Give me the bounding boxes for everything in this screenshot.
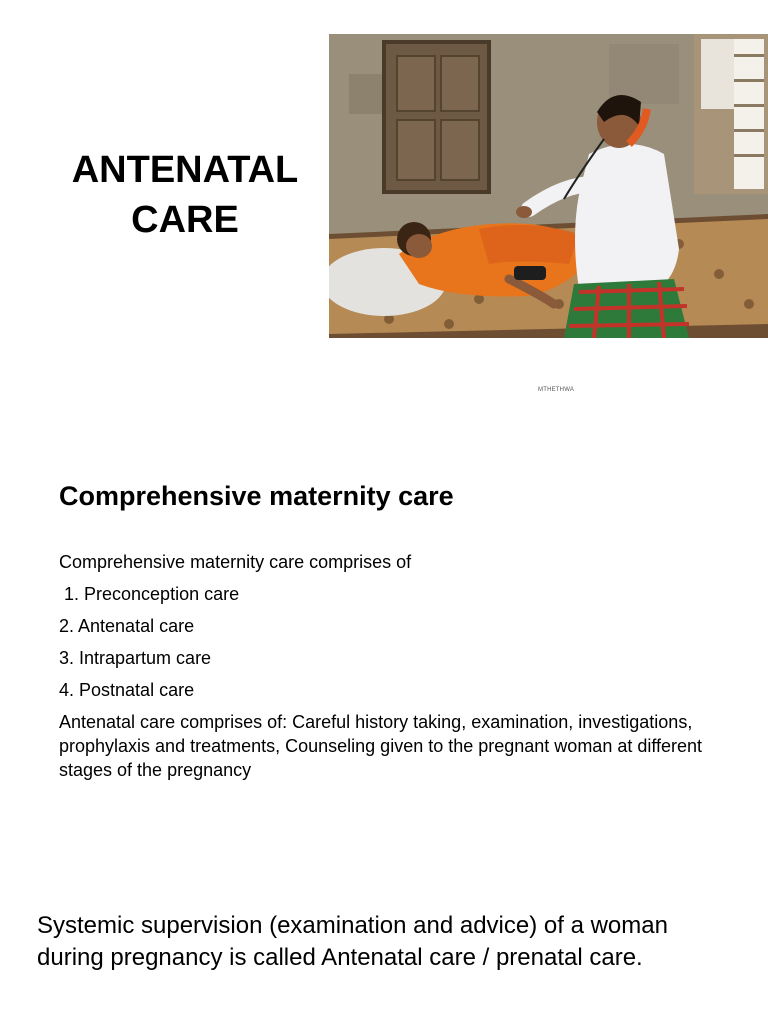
slide-title-line-2: CARE [131,199,239,241]
slide-footer: MTHETHWA [538,387,575,393]
list-item: 1. Preconception care [59,584,240,604]
list-item: 3. Intrapartum care [59,648,212,668]
clinic-photo [329,34,768,338]
antenatal-paragraph: Antenatal care comprises of: Careful history taking, examination, investigations, prophylaxis and treatments, Counseling given to the pregnant woman at different stages of the pregnancy [59,712,703,780]
slide-body [59,546,739,782]
maternity-care-slide [0,448,768,848]
intro-line: Comprehensive maternity care comprises of [59,552,412,572]
slide-title [40,145,330,245]
slide-title-line-1: ANTENATAL [71,149,299,191]
definition-slide [0,880,768,1024]
list-item: 2. Antenatal care [59,616,195,636]
title-slide [0,0,768,420]
definition-text: Systemic supervision (examination and advice) of a woman during pregnancy is called Antenatal care / prenatal care. [37,912,668,971]
list-item: 4. Postnatal care [59,680,195,700]
slide-heading: Comprehensive maternity care [59,481,454,511]
